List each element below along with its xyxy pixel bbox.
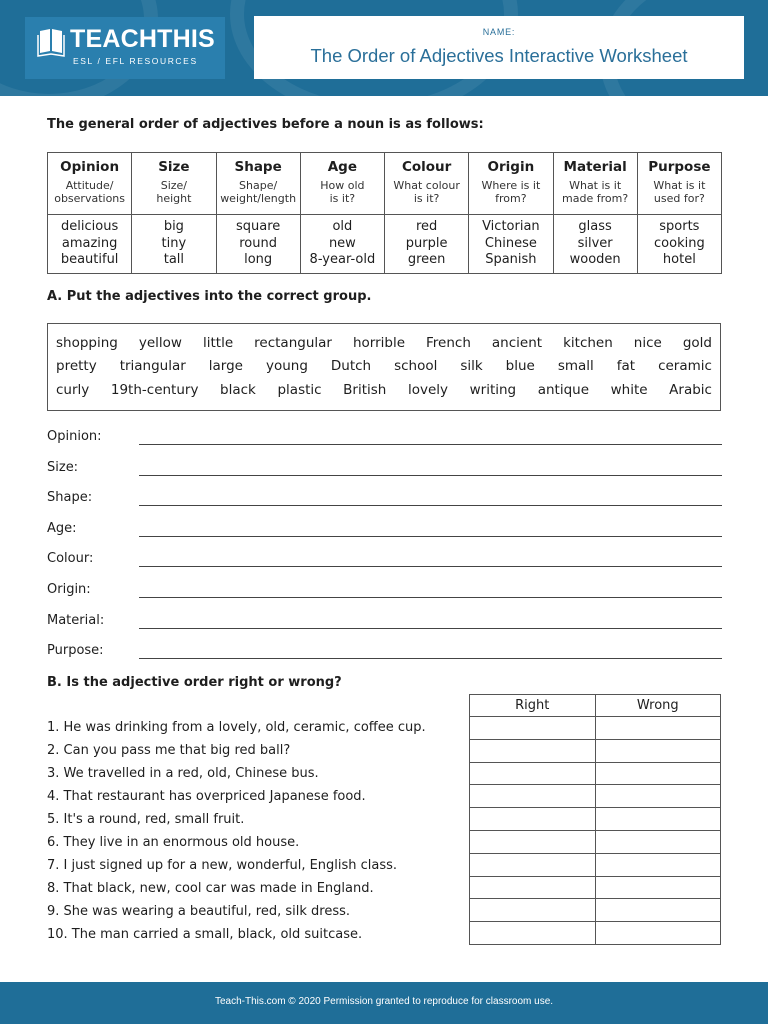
description-line: from? — [495, 191, 527, 205]
category-label: Size: — [47, 459, 79, 475]
answer-line[interactable] — [139, 658, 722, 659]
category-row — [47, 521, 722, 541]
category-row — [47, 551, 722, 571]
answer-row — [470, 876, 721, 899]
column-description — [553, 180, 637, 215]
word-bank-word: horrible — [352, 335, 406, 351]
column-examples — [300, 215, 384, 274]
example-word: new — [328, 235, 356, 251]
answer-row — [470, 762, 721, 785]
section-b-heading: B. Is the adjective order right or wrong? — [47, 675, 342, 690]
word-bank-word: ceramic — [658, 358, 712, 374]
section-a-heading: A. Put the adjectives into the correct group. — [47, 289, 372, 304]
example-word: Chinese — [484, 235, 537, 251]
example-word: Spanish — [485, 252, 537, 268]
wrong-checkbox[interactable] — [595, 899, 721, 922]
example-word: red — [415, 219, 438, 235]
right-checkbox[interactable] — [470, 762, 596, 785]
description-line: What is it — [569, 179, 622, 192]
page-title: The Order of Adjectives Interactive Worksheet — [310, 45, 688, 66]
word-bank-word: kitchen — [563, 335, 613, 351]
column-description — [385, 180, 469, 215]
column-examples — [637, 215, 721, 274]
logo — [25, 17, 225, 79]
word-bank-word: curly — [56, 382, 90, 398]
description-line: Attitude/ — [65, 179, 114, 192]
description-line: is it? — [413, 191, 440, 205]
wrong-checkbox[interactable] — [595, 830, 721, 853]
description-line: What colour — [393, 179, 460, 192]
description-line: What is it — [653, 179, 706, 192]
footer — [0, 982, 768, 1024]
word-bank-word: antique — [537, 382, 590, 398]
answer-line[interactable] — [139, 536, 722, 537]
answer-line[interactable] — [139, 628, 722, 629]
right-column-header: Right — [470, 695, 596, 717]
word-bank-word: fat — [616, 358, 636, 374]
sentence-item: 3. We travelled in a red, old, Chinese bus. — [47, 766, 319, 781]
word-bank-word: rectangular — [254, 335, 332, 351]
wrong-checkbox[interactable] — [595, 785, 721, 808]
example-word: tiny — [161, 235, 187, 251]
header-banner — [0, 0, 768, 96]
word-bank-word: little — [202, 335, 234, 351]
answer-line[interactable] — [139, 505, 722, 506]
example-word: amazing — [61, 235, 118, 251]
wrong-checkbox[interactable] — [595, 717, 721, 740]
example-word: wooden — [569, 252, 621, 268]
right-checkbox[interactable] — [470, 922, 596, 945]
wrong-checkbox[interactable] — [595, 922, 721, 945]
word-bank-word: French — [426, 335, 471, 351]
right-wrong-table — [469, 694, 721, 945]
column-examples — [48, 215, 132, 274]
sentence-item: 5. It's a round, red, small fruit. — [47, 812, 245, 827]
category-label: Colour: — [47, 551, 94, 567]
column-description — [48, 180, 132, 215]
category-row — [47, 460, 722, 480]
category-row — [47, 582, 722, 602]
answer-row — [470, 830, 721, 853]
word-bank-word: Dutch — [330, 358, 372, 374]
intro-text: The general order of adjectives before a noun is as follows: — [47, 117, 484, 132]
example-word: long — [244, 252, 273, 268]
example-word: delicious — [61, 219, 119, 235]
column-heading: Colour — [385, 153, 469, 181]
word-bank-word: Arabic — [669, 382, 712, 398]
word-bank-word: British — [343, 382, 387, 398]
word-bank — [47, 323, 721, 411]
category-row — [47, 429, 722, 449]
column-description — [132, 180, 216, 215]
example-word: cooking — [654, 235, 705, 251]
category-label: Age: — [47, 520, 77, 536]
column-heading: Age — [300, 153, 384, 181]
word-bank-word: pretty — [56, 358, 97, 374]
example-word: old — [332, 219, 353, 235]
example-word: big — [163, 219, 184, 235]
example-word: silver — [577, 235, 613, 251]
category-label: Shape: — [47, 490, 93, 506]
right-checkbox[interactable] — [470, 899, 596, 922]
column-heading: Shape — [216, 153, 300, 181]
word-bank-word: writing — [469, 382, 517, 398]
wrong-column-header: Wrong — [595, 695, 721, 717]
description-line: Where is it — [481, 179, 541, 192]
description-line: Shape/ — [239, 179, 278, 192]
column-description — [300, 180, 384, 215]
word-bank-row — [56, 335, 712, 351]
word-bank-word: black — [220, 382, 256, 398]
answer-row — [470, 717, 721, 740]
description-line: How old — [320, 179, 365, 192]
sentence-item: 10. The man carried a small, black, old suitcase. — [47, 927, 363, 942]
right-checkbox[interactable] — [470, 785, 596, 808]
right-checkbox[interactable] — [470, 717, 596, 740]
wrong-checkbox[interactable] — [595, 876, 721, 899]
example-word: round — [239, 235, 277, 251]
right-checkbox[interactable] — [470, 830, 596, 853]
logo-subtitle: ESL / EFL RESOURCES — [73, 56, 198, 66]
category-label: Purpose: — [47, 643, 104, 659]
sentence-item: 1. He was drinking from a lovely, old, ceramic, coffee cup. — [47, 720, 426, 735]
description-line: made from? — [562, 191, 629, 205]
right-checkbox[interactable] — [470, 739, 596, 762]
answer-line[interactable] — [139, 597, 722, 598]
column-heading: Origin — [469, 153, 553, 181]
answer-row — [470, 739, 721, 762]
word-bank-word: yellow — [138, 335, 182, 351]
answer-row — [470, 785, 721, 808]
category-label: Origin: — [47, 582, 91, 597]
category-label: Opinion: — [47, 429, 102, 444]
example-word: green — [407, 252, 446, 268]
answer-row — [470, 853, 721, 876]
example-word: square — [235, 219, 281, 235]
wrong-checkbox[interactable] — [595, 853, 721, 876]
name-label: NAME: — [482, 27, 516, 37]
word-bank-word: school — [394, 358, 438, 374]
column-description — [637, 180, 721, 215]
sentence-item: 7. I just signed up for a new, wonderful, English class. — [47, 858, 398, 873]
example-word: 8-year-old — [309, 252, 376, 268]
column-description — [469, 180, 553, 215]
wrong-checkbox[interactable] — [595, 762, 721, 785]
word-bank-word: 19th-century — [110, 382, 199, 398]
column-examples — [216, 215, 300, 274]
wrong-checkbox[interactable] — [595, 739, 721, 762]
description-line: observations — [54, 191, 126, 205]
book-icon — [37, 27, 65, 57]
footer-copyright: Teach-This.com © 2020 Permission granted to reproduce for classroom use. — [214, 996, 554, 1007]
word-bank-word: silk — [460, 358, 483, 374]
wrong-checkbox[interactable] — [595, 808, 721, 831]
description-line: height — [156, 191, 192, 205]
description-line: Size/ — [160, 179, 188, 192]
word-bank-row — [56, 358, 712, 374]
right-checkbox[interactable] — [470, 808, 596, 831]
word-bank-word: small — [557, 358, 594, 374]
word-bank-word: white — [610, 382, 648, 398]
word-bank-word: ancient — [491, 335, 543, 351]
example-word: purple — [405, 235, 448, 251]
word-bank-word: triangular — [119, 358, 186, 374]
answer-row — [470, 922, 721, 945]
example-word: tall — [163, 252, 185, 268]
column-heading: Purpose — [637, 153, 721, 181]
column-heading: Opinion — [48, 153, 132, 181]
word-bank-word: nice — [633, 335, 662, 351]
column-heading: Material — [553, 153, 637, 181]
sentence-item: 4. That restaurant has overpriced Japanese food. — [47, 789, 366, 804]
category-label: Material: — [47, 612, 105, 628]
word-bank-word: young — [265, 358, 308, 374]
word-bank-word: blue — [505, 358, 535, 374]
logo-title: TEACHTHIS — [70, 25, 215, 53]
word-bank-word: gold — [682, 335, 712, 351]
description-line: used for? — [653, 191, 705, 205]
column-examples — [132, 215, 216, 274]
right-checkbox[interactable] — [470, 876, 596, 899]
column-examples — [469, 215, 553, 274]
word-bank-word: plastic — [277, 382, 322, 398]
column-examples — [553, 215, 637, 274]
right-checkbox[interactable] — [470, 853, 596, 876]
category-row — [47, 643, 722, 663]
column-description — [216, 180, 300, 215]
word-bank-word: shopping — [56, 335, 118, 351]
example-word: hotel — [662, 252, 696, 268]
answer-line[interactable] — [139, 566, 722, 567]
sentence-item: 9. She was wearing a beautiful, red, silk dress. — [47, 904, 351, 919]
column-heading: Size — [132, 153, 216, 181]
sentence-item: 8. That black, new, cool car was made in England. — [47, 881, 374, 896]
answer-line[interactable] — [139, 475, 722, 476]
word-bank-word: large — [208, 358, 243, 374]
example-word: beautiful — [60, 252, 119, 268]
category-row — [47, 613, 722, 633]
answer-line[interactable] — [139, 444, 722, 445]
description-line: is it? — [329, 191, 356, 205]
category-row — [47, 490, 722, 510]
answer-row — [470, 899, 721, 922]
description-line: weight/length — [220, 191, 297, 205]
sentence-item: 2. Can you pass me that big red ball? — [47, 743, 291, 758]
adjective-order-table — [47, 152, 722, 274]
answer-row — [470, 808, 721, 831]
example-word: Victorian — [482, 219, 540, 235]
word-bank-row — [56, 382, 712, 398]
column-examples — [385, 215, 469, 274]
word-bank-word: lovely — [407, 382, 449, 398]
example-word: sports — [659, 219, 700, 235]
title-box — [254, 16, 744, 79]
sentence-item: 6. They live in an enormous old house. — [47, 835, 300, 850]
example-word: glass — [578, 219, 612, 235]
